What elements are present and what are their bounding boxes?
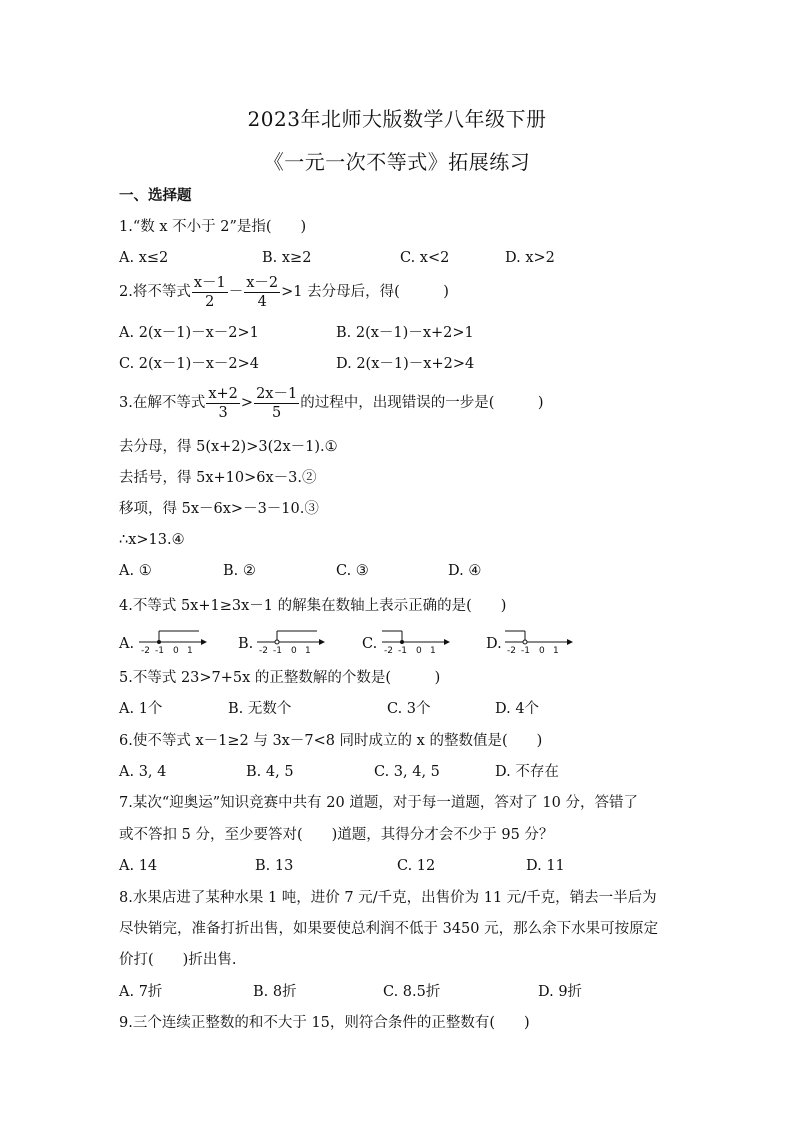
tick-label: 0: [416, 646, 422, 656]
document-title: 2023年北师大版数学八年级下册: [247, 107, 547, 131]
q8-option-c: C. 8.5折: [383, 984, 441, 1000]
question-1: 1.“数 x 不小于 2”是指( ): [119, 219, 307, 235]
question-8-line-1: 8.水果店进了某种水果 1 吨，进价 7 元/千克，出售价为 11 元/千克，销去一半后为: [119, 890, 657, 906]
tick-label: -1: [155, 646, 164, 656]
q3-option-d: D. ④: [448, 563, 482, 579]
tick-label: -1: [398, 646, 407, 656]
tick-label: -1: [273, 646, 282, 656]
q2-fraction-1: $\frac{x-1}{2}$: [193, 274, 226, 310]
question-2: [119, 273, 449, 311]
q4-number-line-b: [255, 628, 327, 656]
q2-prefix: 2.将不等式: [119, 284, 191, 300]
tick-label: -2: [507, 646, 516, 656]
q2-option-d: D. 2(x－1)－x+2>4: [336, 356, 475, 372]
q7-option-d: D. 11: [526, 858, 565, 874]
q3-option-c: C. ③: [336, 563, 369, 579]
tick-label: 1: [305, 646, 311, 656]
q3-option-b: B. ②: [223, 563, 256, 579]
q2-minus: －: [228, 284, 244, 300]
question-7-line-2: 或不答扣 5 分，至少要答对( )道题，其得分才会不少于 95 分？: [119, 827, 554, 843]
q6-option-d: D. 不存在: [495, 764, 559, 780]
tick-label: -1: [521, 646, 530, 656]
question-9: 9.三个连续正整数的和不大于 15，则符合条件的正整数有( ): [119, 1015, 530, 1031]
q3-step-2: 去括号，得 5x+10>6x－3.②: [119, 470, 317, 486]
tick-label: -2: [259, 646, 268, 656]
q7-option-b: B. 13: [255, 858, 294, 874]
q4-option-b: B.: [238, 636, 254, 652]
question-5: 5.不等式 23>7+5x 的正整数解的个数是( ): [119, 670, 441, 686]
q4-option-d: D.: [486, 636, 502, 652]
q4-option-c: C.: [362, 636, 378, 652]
tick-label: 1: [553, 646, 559, 656]
q3-step-3: 移项，得 5x－6x>－3－10.③: [119, 501, 319, 517]
q5-option-a: A. 1个: [119, 701, 163, 717]
q2-option-a: A. 2(x－1)－x－2>1: [119, 325, 259, 341]
q1-option-c: C. x<2: [400, 250, 450, 266]
q4-number-line-c: [380, 628, 452, 656]
q4-option-a: A.: [119, 636, 135, 652]
tick-label: 0: [291, 646, 297, 656]
question-4: 4.不等式 5x+1≥3x－1 的解集在数轴上表示正确的是( ): [119, 598, 507, 614]
q5-option-d: D. 4个: [495, 701, 540, 717]
q5-option-c: C. 3个: [387, 701, 431, 717]
q3-gt: >: [240, 395, 254, 411]
question-3: [119, 384, 544, 422]
q2-option-c: C. 2(x－1)－x－2>4: [119, 356, 260, 372]
tick-label: -2: [141, 646, 150, 656]
tick-label: -2: [384, 646, 393, 656]
q3-prefix: 3.在解不等式: [119, 395, 206, 411]
q7-option-a: A. 14: [119, 858, 158, 874]
document-subtitle: 《一元一次不等式》拓展练习: [263, 150, 531, 174]
question-8-line-2: 尽快销完，准备打折出售，如果要使总利润不低于 3450 元，那么余下水果可按原定: [119, 921, 659, 937]
q4-number-line-d: [503, 628, 575, 656]
tick-label: 1: [430, 646, 436, 656]
question-6: 6.使不等式 x－1≥2 与 3x－7<8 同时成立的 x 的整数值是( ): [119, 733, 543, 749]
q6-option-a: A. 3, 4: [119, 764, 167, 780]
q2-option-b: B. 2(x－1)－x+2>1: [336, 325, 474, 341]
q8-option-b: B. 8折: [253, 984, 297, 1000]
q8-option-d: D. 9折: [538, 984, 583, 1000]
q3-step-4: ∴x>13.④: [119, 532, 185, 548]
q3-option-a: A. ①: [119, 563, 152, 579]
q1-option-d: D. x>2: [505, 250, 555, 266]
section-heading: 一、选择题: [119, 188, 192, 204]
q7-option-c: C. 12: [397, 858, 436, 874]
tick-label: 0: [173, 646, 179, 656]
q4-number-line-a: [137, 628, 209, 656]
q3-suffix: 的过程中，出现错误的一步是( ): [300, 395, 544, 411]
q1-option-b: B. x≥2: [262, 250, 312, 266]
question-8-line-3: 价打( )折出售.: [119, 952, 237, 968]
q3-step-1: 去分母，得 5(x+2)>3(2x－1).①: [119, 439, 338, 455]
q5-option-b: B. 无数个: [228, 701, 292, 717]
tick-label: 0: [539, 646, 545, 656]
q8-option-a: A. 7折: [119, 984, 163, 1000]
q3-fraction-2: $\frac{2x-1}{5}$: [256, 385, 298, 421]
question-7-line-1: 7.某次“迎奥运”知识竞赛中共有 20 道题，对于每一道题，答对了 10 分，答错了: [119, 795, 638, 811]
q1-option-a: A. x≤2: [119, 250, 169, 266]
q2-fraction-2: $\frac{x-2}{4}$: [246, 274, 279, 310]
q2-suffix: >1 去分母后，得( ): [281, 284, 449, 300]
q6-option-b: B. 4, 5: [246, 764, 294, 780]
q3-fraction-1: $\frac{x+2}{3}$: [208, 385, 238, 421]
q6-option-c: C. 3, 4, 5: [374, 764, 440, 780]
tick-label: 1: [187, 646, 193, 656]
